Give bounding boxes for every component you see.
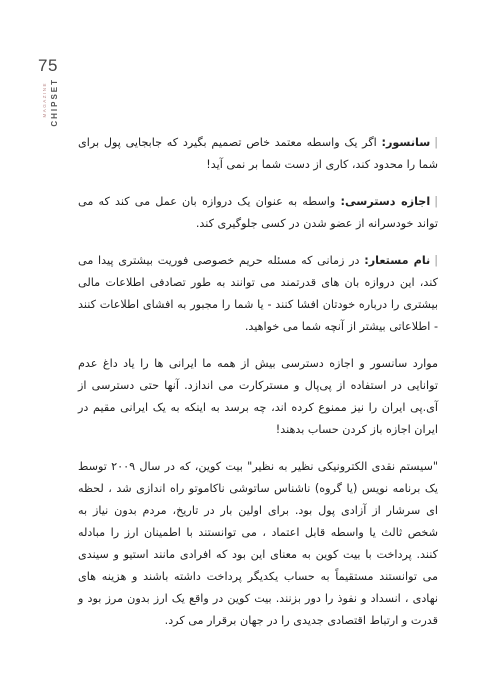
paragraph-text: اگر یک واسطه معتمد خاص تصمیم بگیرد که جابجایی پول برای شما را محدود کند، کاری از دست شما بر نمی آید! — [78, 136, 438, 171]
magazine-subtitle: MAGAZINE — [42, 82, 47, 118]
paragraph-bitcoin: "سیستم نقدی الکترونیکی نظیر به نظیر" بیت کوین، که در سال ۲۰۰۹ توسط یک برنامه نویس (یا گروه) ناشناس ساتوشی ناکاموتو راه اندازی شد ، لحظه ای سرشار از آزادی پول بود. برای اولین بار در تاریخ، مردم بدون نیاز به شخص ثالث یا واسطه قابل اعتماد ، می توانستند با اطمینان ارز را مبادله کنند. پرداخت با بیت کوین به معنای این بود که افرادی مانند استیو و سیندی می توانستند مستقیماً به حساب یکدیگر پرداخت داشته باشند و هزینه های نهادی ، انسداد و نفوذ را دور بزنند. بیت کوین در واقع یک ارز بدون مرز بود و قدرت و ارتباط اقتصادی جدیدی را در جهان برقرار می کرد. — [78, 460, 438, 627]
paragraph-access-permission — [78, 191, 438, 235]
paragraph-pseudonymity — [78, 250, 438, 338]
paragraph-bar: | — [434, 136, 438, 149]
magazine-title: CHIPSET — [50, 78, 59, 127]
page-number: 75 — [38, 56, 58, 75]
paragraph-text: واسطه به عنوان یک دروازه بان عمل می کند که می تواند خودسرانه از عضو شدن در کسی جلوگیری کند. — [78, 195, 438, 230]
article-body — [78, 132, 438, 647]
paragraph-bar: | — [434, 254, 438, 267]
page-margin — [38, 56, 74, 176]
paragraph-censorship — [78, 132, 438, 176]
paragraph-iran-sanctions: موارد سانسور و اجازه دسترسی بیش از همه ما ایرانی ها را یاد داغ عدم توانایی در استفاده از پی‌پال و مسترکارت می اندازد. آنها حتی دسترسی از آی.پی ایران را نیز ممنوع کرده اند، چه برسد به اینکه به یک ایرانی مقیم در ایران اجازه باز کردن حساب بدهند! — [78, 357, 438, 436]
paragraph-bar: | — [434, 195, 438, 208]
term-pseudonymity: نام مستعار: — [364, 254, 431, 267]
term-censorship: سانسور: — [381, 136, 431, 149]
paragraph-text: در زمانی که مسئله حریم خصوصی فوریت بیشتری پیدا می کند، این دروازه بان های قدرتمند می توانند به طور تصادفی اطلاعات مالی بیشتری را درباره خودتان افشا کنند - یا شما را مجبور به افشای اطلاعات کنند - اطلاعاتی بیشتر از آنچه شما می خواهید. — [78, 254, 438, 333]
term-access-permission: اجازه دسترسی: — [340, 195, 431, 208]
